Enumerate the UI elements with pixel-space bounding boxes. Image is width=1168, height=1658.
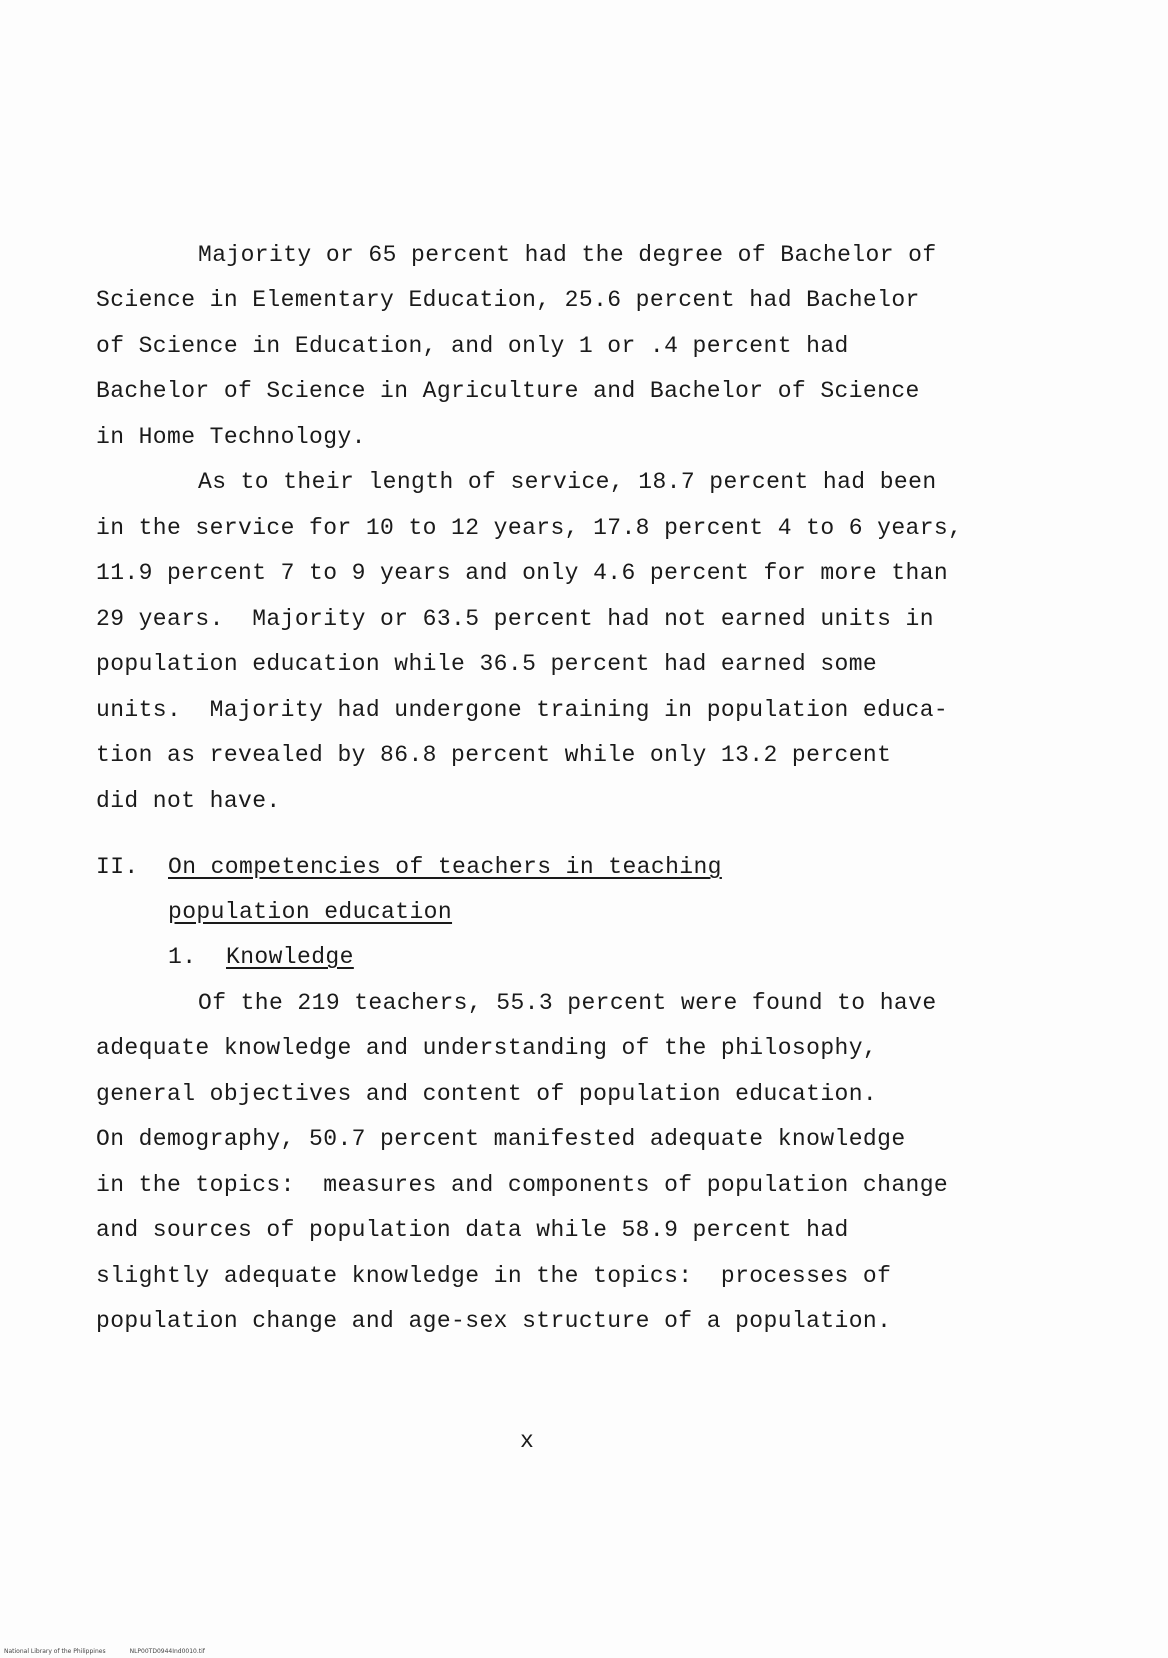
footer-library: National Library of the Philippines <box>4 1648 106 1655</box>
paragraph-line: Bachelor of Science in Agriculture and Bachelor of Science <box>96 378 920 404</box>
paragraph-line: slightly adequate knowledge in the topics: processes of <box>96 1263 892 1289</box>
paragraph-line: population change and age-sex structure of a population. <box>96 1308 892 1334</box>
page-number: x <box>520 1428 534 1454</box>
scan-footer <box>4 1648 205 1655</box>
subsection-number: 1. <box>168 944 197 970</box>
section-title-continued: population education <box>168 899 453 925</box>
section-title: On competencies of teachers in teaching <box>168 854 722 880</box>
paragraph-line: tion as revealed by 86.8 percent while only 13.2 percent <box>96 742 892 768</box>
paragraph-line: did not have. <box>96 788 281 814</box>
section-number: II. <box>96 854 139 880</box>
footer-file-code: NLP00TD0944Ind0010.tif <box>129 1648 205 1655</box>
paragraph-line: 29 years. Majority or 63.5 percent had not earned units in <box>96 606 934 632</box>
paragraph-line: Majority or 65 percent had the degree of Bachelor of <box>198 242 937 268</box>
paragraph-line: population education while 36.5 percent had earned some <box>96 651 878 677</box>
paragraph-line: 11.9 percent 7 to 9 years and only 4.6 percent for more than <box>96 560 949 586</box>
paragraph-line: adequate knowledge and understanding of the philosophy, <box>96 1035 878 1061</box>
paragraph-line: general objectives and content of population education. <box>96 1081 878 1107</box>
subsection-title: Knowledge <box>226 944 354 970</box>
paragraph-line: Of the 219 teachers, 55.3 percent were found to have <box>198 990 937 1016</box>
paragraph-line: and sources of population data while 58.9 percent had <box>96 1217 849 1243</box>
paragraph-line: in the service for 10 to 12 years, 17.8 percent 4 to 6 years, <box>96 515 963 541</box>
paragraph-line: Science in Elementary Education, 25.6 percent had Bachelor <box>96 287 920 313</box>
paragraph-line: units. Majority had undergone training in population educa- <box>96 697 949 723</box>
paragraph-line: in Home Technology. <box>96 424 366 450</box>
paragraph-line: in the topics: measures and components of population change <box>96 1172 949 1198</box>
paragraph-line: On demography, 50.7 percent manifested adequate knowledge <box>96 1126 906 1152</box>
paragraph-line: As to their length of service, 18.7 percent had been <box>198 469 937 495</box>
paragraph-line: of Science in Education, and only 1 or .4 percent had <box>96 333 849 359</box>
